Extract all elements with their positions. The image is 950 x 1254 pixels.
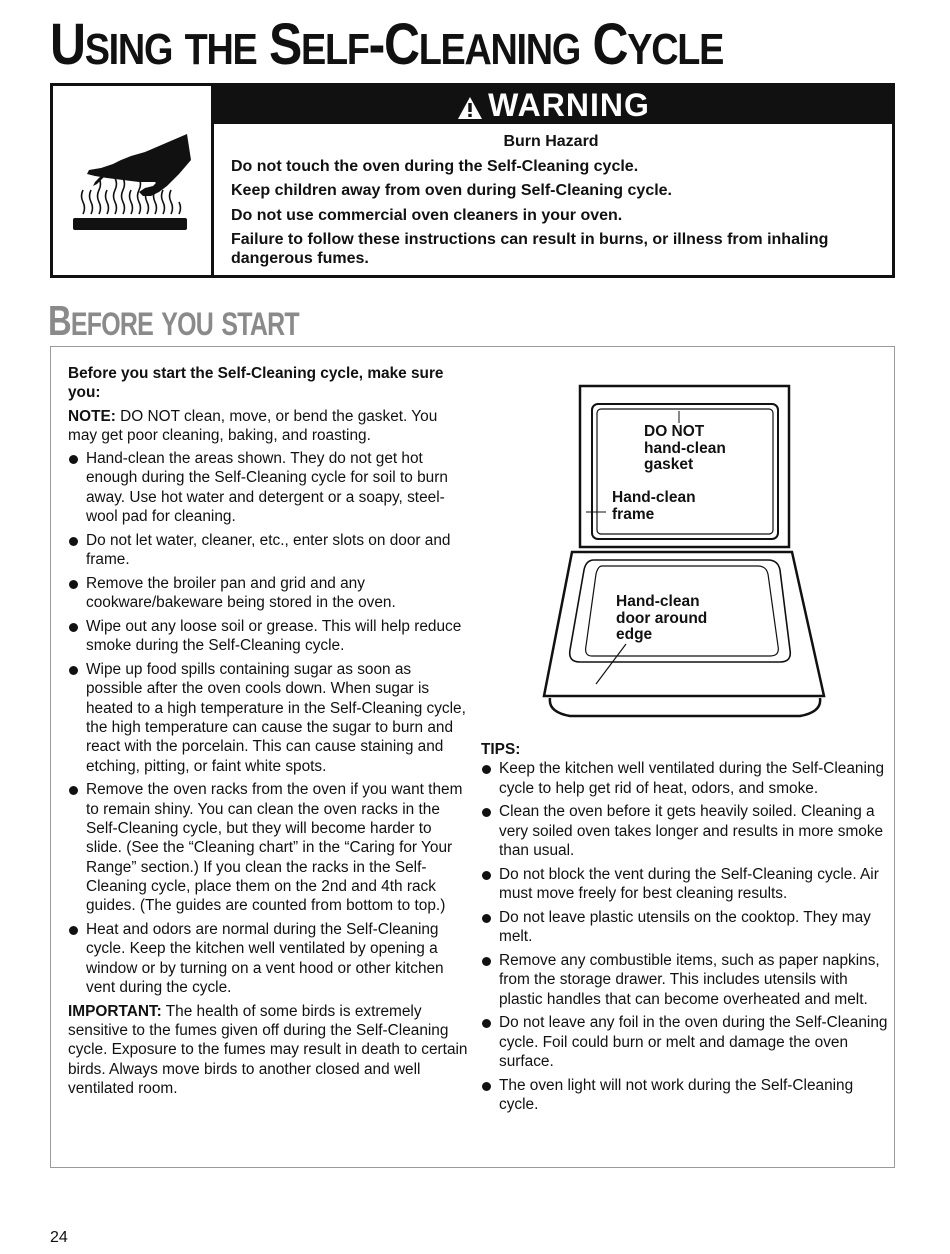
note-paragraph	[68, 407, 468, 446]
list-item: Do not leave plastic utensils on the cooktop. They may melt.	[481, 908, 891, 947]
tips-heading: TIPS:	[481, 741, 521, 758]
warning-signal-word: WARNING	[488, 87, 650, 123]
list-item: Keep the kitchen well ventilated during the Self-Cleaning cycle to help get rid of heat, odors, and smoke.	[481, 759, 891, 798]
note-text: DO NOT clean, move, or bend the gasket. You may get poor cleaning, baking, and roasting.	[68, 407, 438, 444]
oven-diagram	[540, 380, 830, 730]
before-start-list	[68, 449, 468, 997]
warning-line: Failure to follow these instructions can result in burns, or illness from inhaling dangerous fumes.	[231, 231, 829, 267]
warning-triangle-icon	[456, 95, 484, 121]
page-number: 24	[50, 1229, 68, 1246]
page-title: USING THE SELF-CLEANING CYCLE	[50, 12, 724, 77]
warning-line: Do not use commercial oven cleaners in your oven.	[231, 206, 623, 224]
list-item: Heat and odors are normal during the Self-Cleaning cycle. Keep the kitchen well ventilated by opening a window or by turning on a vent hood or other kitchen vent during the cycle.	[68, 920, 468, 997]
door-label: Hand-clean door around edge	[616, 593, 708, 643]
tips-list	[481, 759, 891, 1114]
important-text: The health of some birds is extremely sensitive to the fumes given off during the Self-Cleaning cycle. Exposure to the fumes may result in death to certain birds. Always move birds to another closed and well ventilated room.	[68, 1002, 468, 1097]
list-item: Clean the oven before it gets heavily soiled. Cleaning a very soiled oven takes longer and results in more smoke than usual.	[481, 802, 891, 860]
list-item: Hand-clean the areas shown. They do not get hot enough during the Self-Cleaning cycle for soil to burn away. Use hot water and detergent or a soapy, steel-wool pad for cleaning.	[68, 449, 468, 526]
warning-hazard: Burn Hazard	[503, 133, 599, 150]
hand-over-hot-surface-icon	[69, 130, 199, 240]
before-start-column	[68, 364, 468, 1098]
list-item: The oven light will not work during the Self-Cleaning cycle.	[481, 1076, 891, 1115]
note-label: NOTE:	[68, 407, 116, 425]
list-item: Do not block the vent during the Self-Cleaning cycle. Air must move freely for best cleaning results.	[481, 865, 891, 904]
warning-box	[50, 83, 895, 278]
important-paragraph	[68, 1002, 468, 1098]
list-item: Wipe up food spills containing sugar as soon as possible after the oven cools down. When sugar is heated to a high temperature in the Self-Cleaning cycle, the high temperature can cause the sugar to burn and react with the porcelain. This can cause staining and etching, pitting, or faint white spots.	[68, 660, 468, 776]
warning-line: Keep children away from oven during Self-Cleaning cycle.	[231, 182, 672, 199]
warning-icon-cell	[53, 86, 214, 275]
list-item: Remove the broiler pan and grid and any cookware/bakeware being stored in the oven.	[68, 574, 468, 613]
list-item: Remove the oven racks from the oven if you want them to remain shiny. You can clean the oven racks in the Self-Cleaning cycle, but they will become harder to slide. (See the “Cleaning chart” in the “Caring for Your Range” section.) If you clean the racks in the Self-Cleaning cycle, place them on the 2nd and 4th rack guides. (The guides are counted from bottom to top.)	[68, 780, 468, 915]
warning-body	[231, 132, 871, 274]
list-item: Wipe out any loose soil or grease. This will help reduce smoke during the Self-Cleaning cycle.	[68, 617, 468, 656]
lead-text: Before you start the Self-Cleaning cycle, make sure you:	[68, 365, 444, 402]
list-item: Do not let water, cleaner, etc., enter slots on door and frame.	[68, 531, 468, 570]
list-item: Remove any combustible items, such as paper napkins, from the storage drawer. This includes utensils with plastic handles that can become overheated and melt.	[481, 951, 891, 1009]
section-title: BEFORE YOU START	[48, 297, 299, 344]
tips-column	[481, 740, 891, 1119]
warning-line: Do not touch the oven during the Self-Cleaning cycle.	[231, 157, 639, 175]
warning-header	[214, 86, 892, 124]
frame-label: Hand-clean frame	[612, 489, 696, 523]
list-item: Do not leave any foil in the oven during the Self-Cleaning cycle. Foil could burn or melt and damage the oven surface.	[481, 1013, 891, 1071]
gasket-label: DO NOT hand-clean gasket	[644, 423, 726, 473]
important-label: IMPORTANT:	[68, 1002, 162, 1020]
